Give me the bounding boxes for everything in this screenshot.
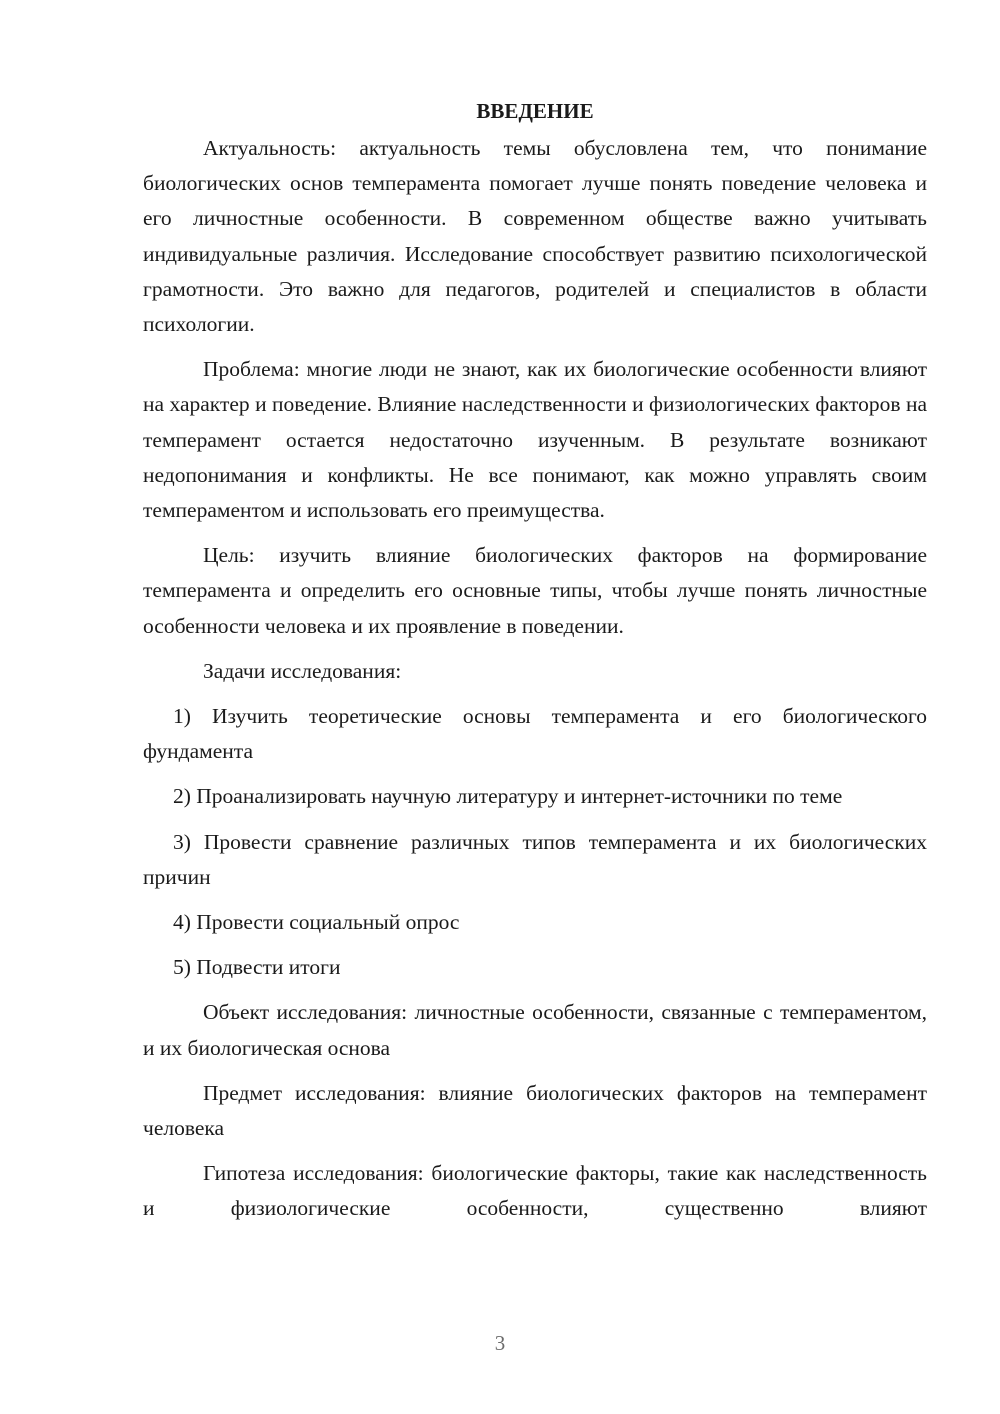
goal-paragraph: Цель: изучить влияние биологических факторов на формирование темперамента и определить его основные типы, чтобы лучше понять личностные особенности человека и их проявление в поведении.: [143, 543, 927, 638]
page-number: 3: [494, 1331, 506, 1355]
subject-paragraph: Предмет исследования: влияние биологических факторов на темперамент человека: [143, 1080, 927, 1141]
hypothesis-paragraph: Гипотеза исследования: биологические факторы, такие как наследственность и физиологические особенности, существенно влияют: [143, 1161, 927, 1221]
relevance-paragraph: Актуальность: актуальность темы обусловлена тем, что понимание биологических основ темперамента помогает лучше понять поведение человека и его личностные особенности. В современном обществе важно учитывать индивидуальные различия. Исследование способствует развитию психологической грамотности. Это важно для педагогов, родителей и специалистов в области психологии.: [143, 136, 927, 337]
task-item: 1) Изучить теоретические основы темперамента и его биологического фундамента: [143, 704, 927, 764]
problem-paragraph: Проблема: многие люди не знают, как их биологические особенности влияют на характер и поведение. Влияние наследственности и физиологических факторов на темперамент остается недостаточно изученным. В результате возникают недопонимания и конфликты. Не все понимают, как можно управлять своим темпераментом и использовать его преимущества.: [143, 357, 927, 523]
section-title: ВВЕДЕНИЕ: [476, 99, 594, 123]
task-item: 5) Подвести итоги: [173, 955, 341, 980]
page-content: [143, 94, 927, 1237]
tasks-heading: Задачи исследования:: [203, 658, 402, 683]
object-paragraph: Объект исследования: личностные особенности, связанные с темпераментом, и их биологическая основа: [143, 1000, 927, 1060]
task-item: 3) Провести сравнение различных типов темперамента и их биологических причин: [143, 829, 927, 889]
tasks-list: [143, 699, 927, 985]
task-item: 2) Проанализировать научную литературу и интернет-источники по теме: [173, 784, 843, 809]
task-item: 4) Провести социальный опрос: [173, 910, 460, 935]
